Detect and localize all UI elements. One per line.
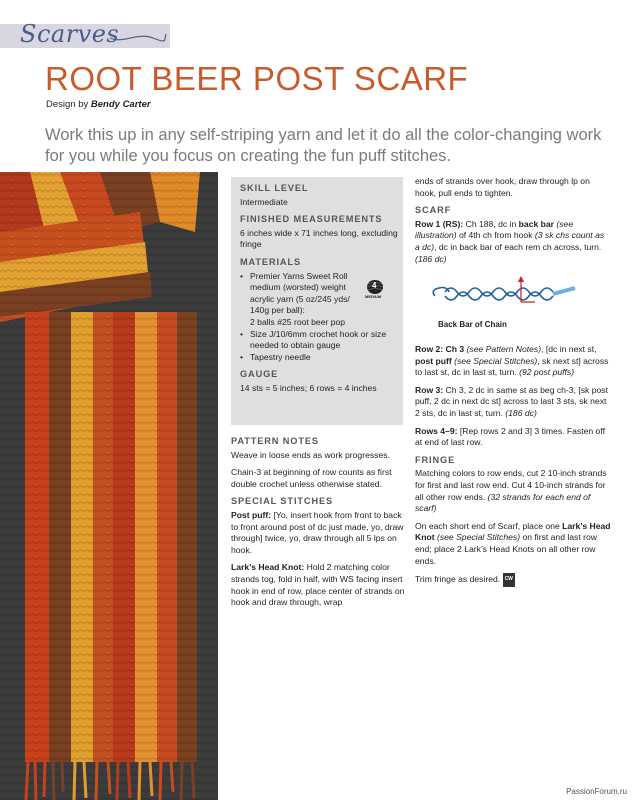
- designer-name: Bendy Carter: [90, 99, 151, 110]
- section-label: Scarves: [20, 20, 120, 48]
- fringe-heading: FRINGE: [415, 454, 456, 465]
- materials-heading: MATERIALS: [240, 256, 302, 267]
- fringe-p1: Matching colors to row ends, cut 2 10-inch strands for first and last row end. Cut 4 10-inch strands for all other row ends. (32 strands for each end of scarf): [415, 468, 607, 514]
- instructions-column-bottom: [415, 344, 611, 593]
- yarn-weight-number: 4: [372, 281, 377, 290]
- gauge-text: 14 sts = 5 inches; 6 rows = 4 inches: [240, 382, 377, 393]
- row3-text: Row 3: Ch 3, 2 dc in same st as beg ch-3, [sk post puff, 2 dc in next dc st] across to last 3 sts, sk next 2 sts, dc in last st, turn. (186 dc): [415, 384, 608, 418]
- materials-item-hook: • Size J/10/6mm crochet hook or size needed to obtain gauge: [240, 329, 400, 352]
- flourish-icon: [108, 30, 168, 44]
- materials-item-yarn: • Premier Yarns Sweet Roll medium (worsted) weight acrylic yarn (5 oz/245 yds/ 140g per ball):: [240, 271, 358, 317]
- gauge-heading: GAUGE: [240, 369, 279, 380]
- post-puff-text: Post puff: [Yo, insert hook from front to back to front around post of dc just made, yo, draw through] twice, yo, draw through all 5 lps on hook.: [231, 509, 404, 555]
- row1-text: Row 1 (RS): Ch 188, dc in back bar (see illustration) of 4th ch from hook (3 sk chs count as a dc), dc in back bar of each rem ch across, turn. (186 dc): [415, 218, 605, 264]
- fringe-p3: Trim fringe as desired. CW: [415, 573, 611, 587]
- larks-head-cont: ends of strands over hook, draw through lp on hook, pull ends to tighten.: [415, 176, 590, 198]
- skill-level-heading: SKILL LEVEL: [240, 183, 309, 193]
- instructions-column-top: [415, 176, 611, 271]
- finished-text: 6 inches wide x 71 inches long, excluding fringe: [240, 227, 398, 250]
- designer-credit: [46, 99, 151, 110]
- special-stitches-heading: SPECIAL STITCHES: [231, 496, 334, 507]
- scarf-heading: SCARF: [415, 205, 452, 216]
- back-bar-diagram: [425, 268, 585, 328]
- intro-text: Work this up in any self-striping yarn and let it do all the color-changing work for you while you focus on creating the fun puff stitches.: [45, 126, 602, 165]
- fringe-p2: On each short end of Scarf, place one Lark’s Head Knot (see Special Stitches) on first and last row end; place 2 Lark’s Head Knots on all other row ends.: [415, 520, 611, 566]
- yarn-weight-label: MEDIUM: [365, 294, 382, 299]
- materials-item-yarn-sub: 2 balls #25 root beer pop: [250, 316, 346, 327]
- end-mark-icon: CW: [503, 573, 515, 587]
- skill-level-text: Intermediate: [240, 196, 288, 207]
- materials-item-needle: • Tapestry needle: [240, 352, 400, 364]
- diagram-label: Back Bar of Chain: [438, 320, 507, 329]
- footer-watermark: PassionForum.ru: [566, 787, 627, 796]
- pattern-notes-p2: Chain-3 at beginning of row counts as first double crochet unless otherwise stated.: [231, 467, 392, 489]
- notes-column: [231, 436, 409, 615]
- scarf-photo: [0, 172, 218, 800]
- finished-heading: FINISHED MEASUREMENTS: [240, 214, 383, 225]
- pattern-notes-p1: Weave in loose ends as work progresses.: [231, 449, 390, 460]
- larks-head-text: Lark’s Head Knot: Hold 2 matching color strands tog, fold in half, with WS facing insert hook in end of row, place center of strands on hook and draw through, wrap: [231, 562, 405, 608]
- row2-text: Row 2: Ch 3 (see Pattern Notes), [dc in next st, post puff (see Special Stitches), sk next st] across to last st, dc in last st, turn. (92 post puffs): [415, 344, 609, 378]
- design-by-prefix: Design by: [46, 99, 89, 110]
- page-title: ROOT BEER POST SCARF: [45, 60, 469, 97]
- row4-text: Rows 4–9: [Rep rows 2 and 3] 3 times. Fasten off at end of last row.: [415, 425, 605, 448]
- pattern-notes-heading: PATTERN NOTES: [231, 436, 319, 446]
